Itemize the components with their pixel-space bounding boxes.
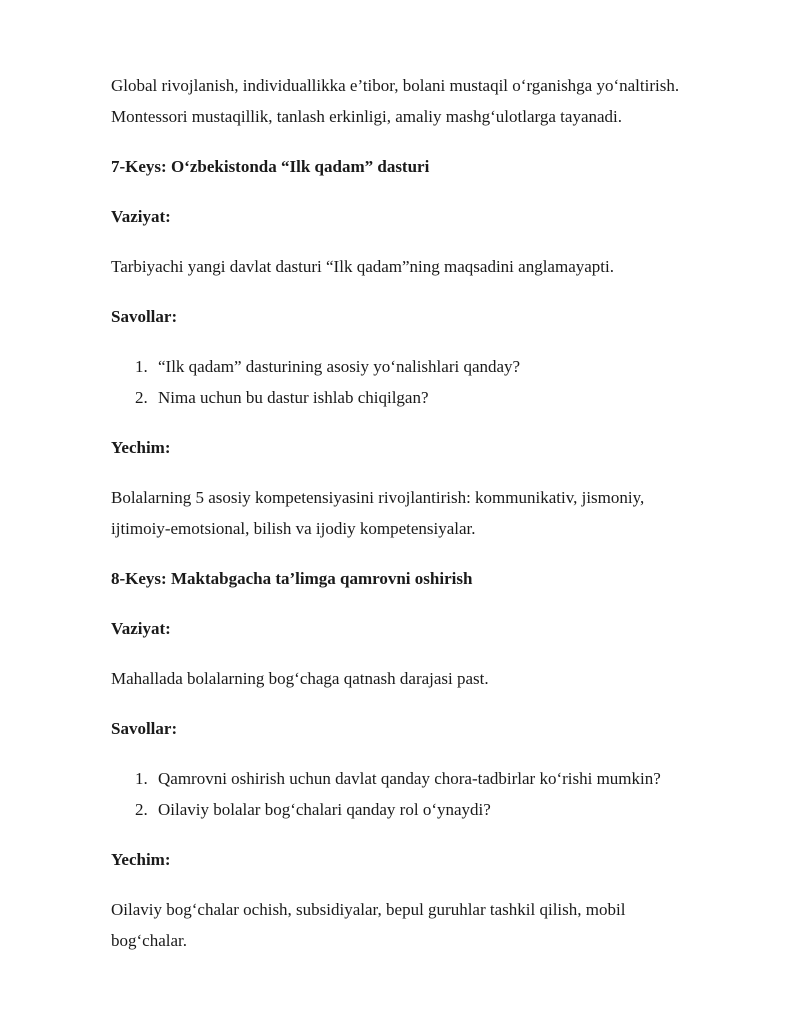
list-item-number: 2.: [135, 800, 148, 819]
list-item-text: Nima uchun bu dastur ishlab chiqilgan?: [158, 388, 429, 407]
case7-situation-text: Tarbiyachi yangi davlat dasturi “Ilk qadam”ning maqsadini anglamayapti.: [111, 257, 614, 276]
case8-questions-label: Savollar:: [111, 719, 178, 738]
case7-questions-label: Savollar:: [111, 307, 178, 326]
case8-situation-label: Vaziyat:: [111, 619, 171, 638]
case7-solution-label: Yechim:: [111, 438, 171, 457]
list-item-text: Qamrovni oshirish uchun davlat qanday chora-tadbirlar ko‘rishi mumkin?: [158, 769, 661, 788]
case8-solution-label: Yechim:: [111, 850, 171, 869]
case7-questions-list: [111, 351, 751, 413]
case7-situation-label: Vaziyat:: [111, 207, 171, 226]
case7-solution-line-1: Bolalarning 5 asosiy kompetensiyasini rivojlantirish: kommunikativ, jismoniy,: [111, 488, 645, 507]
case8-questions-list: [111, 763, 751, 825]
list-item-text: Oilaviy bolalar bog‘chalari qanday rol o‘ynaydi?: [158, 800, 491, 819]
case8-situation-text: Mahallada bolalarning bog‘chaga qatnash darajasi past.: [111, 669, 489, 688]
list-item-number: 1.: [135, 769, 148, 788]
list-item-text: “Ilk qadam” dasturining asosiy yo‘nalishlari qanday?: [158, 357, 521, 376]
list-item: [111, 351, 751, 382]
document-page: [111, 70, 751, 956]
list-item: [111, 794, 751, 825]
list-item-number: 2.: [135, 388, 148, 407]
list-item-number: 1.: [135, 357, 148, 376]
intro-line-2: Montessori mustaqillik, tanlash erkinligi, amaliy mashg‘ulotlarga tayanadi.: [111, 107, 623, 126]
case7-solution-line-2: ijtimoiy-emotsional, bilish va ijodiy kompetensiyalar.: [111, 519, 476, 538]
intro-line-1: Global rivojlanish, individuallikka e’tibor, bolani mustaqil o‘rganishga yo‘naltirish.: [111, 76, 680, 95]
case8-title: 8-Keys: Maktabgacha ta’limga qamrovni oshirish: [111, 569, 473, 588]
case8-solution-line-1: Oilaviy bog‘chalar ochish, subsidiyalar, bepul guruhlar tashkil qilish, mobil: [111, 900, 626, 919]
list-item: [111, 763, 751, 794]
case7-title: 7-Keys: O‘zbekistonda “Ilk qadam” dasturi: [111, 157, 430, 176]
case8-solution-line-2: bog‘chalar.: [111, 931, 187, 950]
list-item: [111, 382, 751, 413]
